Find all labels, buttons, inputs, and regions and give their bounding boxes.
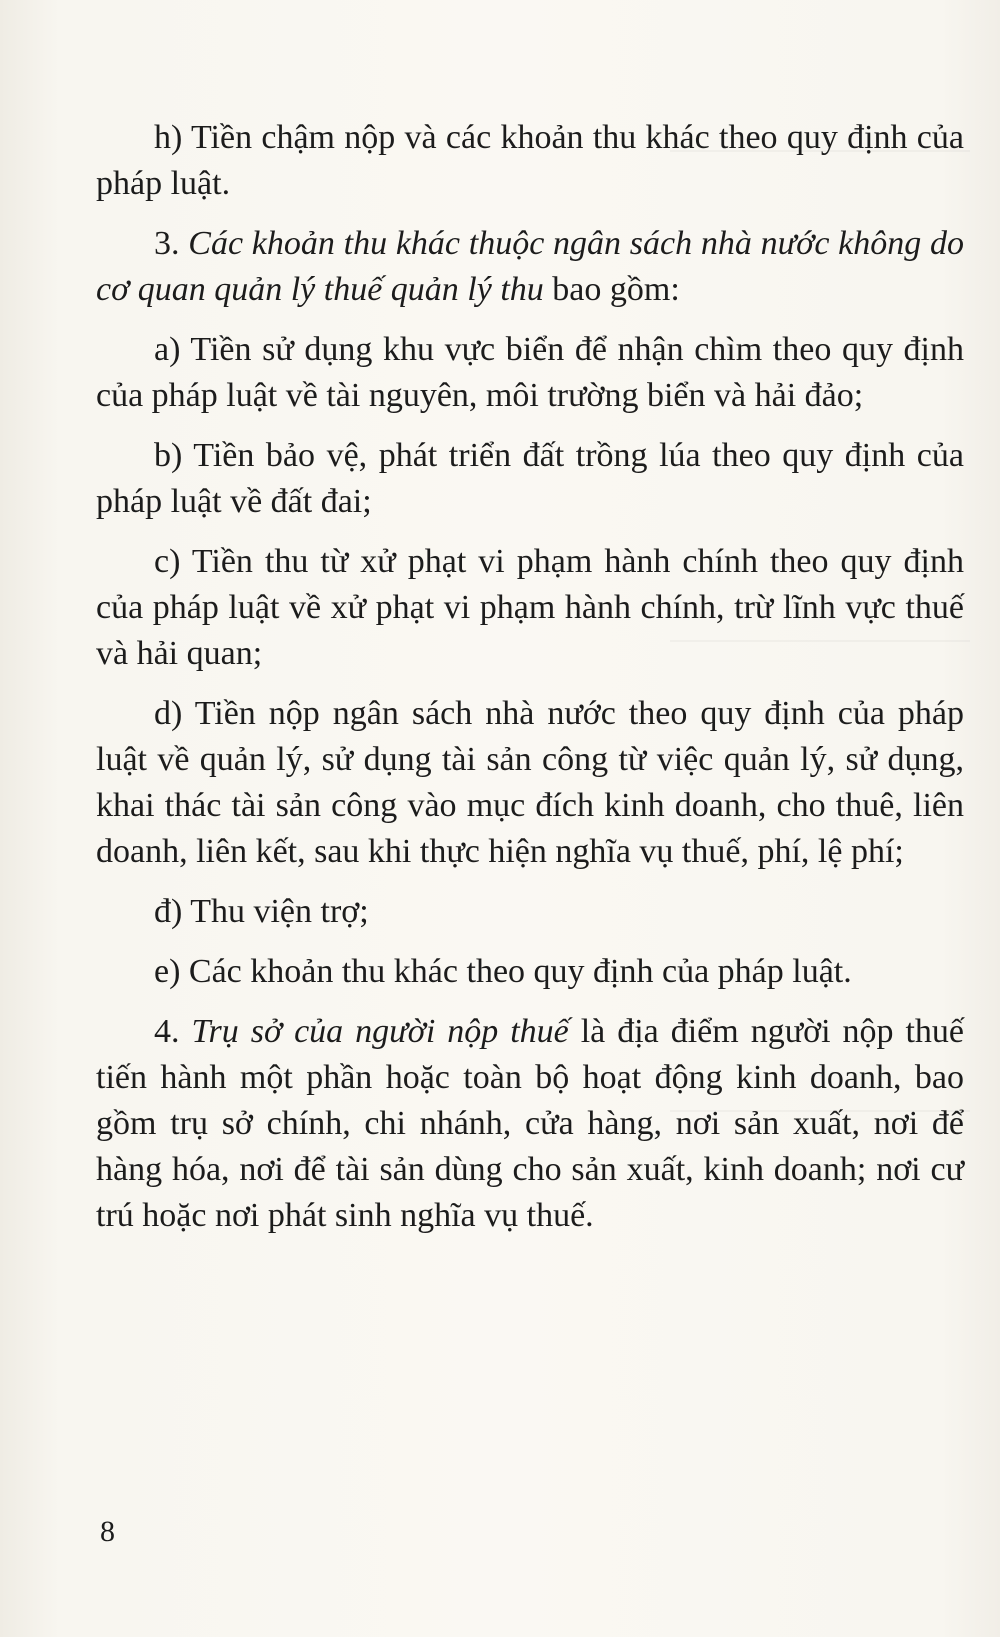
paragraph-text: e) Các khoản thu khác theo quy định của pháp luật. <box>154 953 852 990</box>
paragraph-text: d) Tiền nộp ngân sách nhà nước theo quy định của pháp luật về quản lý, sử dụng tài sản công từ việc quản lý, sử dụng, khai thác tài sản công vào mục đích kinh doanh, cho thuê, liên doanh, liên kết, sau khi thực hiện nghĩa vụ thuế, phí, lệ phí; <box>96 695 964 870</box>
paragraph-text: c) Tiền thu từ xử phạt vi phạm hành chính theo quy định của pháp luật về xử phạt vi phạm hành chính, trừ lĩnh vực thuế và hải quan; <box>96 543 964 672</box>
paragraph-text: bao gồm: <box>543 271 680 308</box>
paragraph-dd <box>96 889 964 935</box>
item-number: 4. <box>154 1013 192 1050</box>
defined-term: Các khoản thu khác thuộc ngân sách nhà nước không do cơ quan quản lý thuế quản lý thu <box>96 225 965 308</box>
page-body-text <box>96 115 964 1253</box>
paragraph-h <box>96 115 964 207</box>
paragraph-e <box>96 949 964 995</box>
paragraph-text: b) Tiền bảo vệ, phát triển đất trồng lúa theo quy định của pháp luật về đất đai; <box>96 437 964 520</box>
defined-term: Trụ sở của người nộp thuế <box>191 1013 569 1050</box>
page-number: 8 <box>100 1515 115 1548</box>
paragraph-item-4 <box>96 1009 964 1239</box>
paragraph-text: là địa điểm người nộp thuế tiến hành một phần hoặc toàn bộ hoạt động kinh doanh, bao gồm trụ sở chính, chi nhánh, cửa hàng, nơi sản xuất, nơi để hàng hóa, nơi để tài sản dùng cho sản xuất, kinh doanh; nơi cư trú hoặc nơi phát sinh nghĩa vụ thuế. <box>96 1013 965 1234</box>
paragraph-c <box>96 539 964 677</box>
paragraph-text: a) Tiền sử dụng khu vực biển để nhận chìm theo quy định của pháp luật về tài nguyên, môi trường biển và hải đảo; <box>96 331 964 414</box>
paragraph-text: đ) Thu viện trợ; <box>154 893 369 930</box>
paragraph-a <box>96 327 964 419</box>
paragraph-b <box>96 433 964 525</box>
paragraph-item-3 <box>96 221 964 313</box>
paragraph-text: h) Tiền chậm nộp và các khoản thu khác theo quy định của pháp luật. <box>96 119 964 202</box>
item-number: 3. <box>154 225 189 262</box>
paragraph-d <box>96 691 964 875</box>
